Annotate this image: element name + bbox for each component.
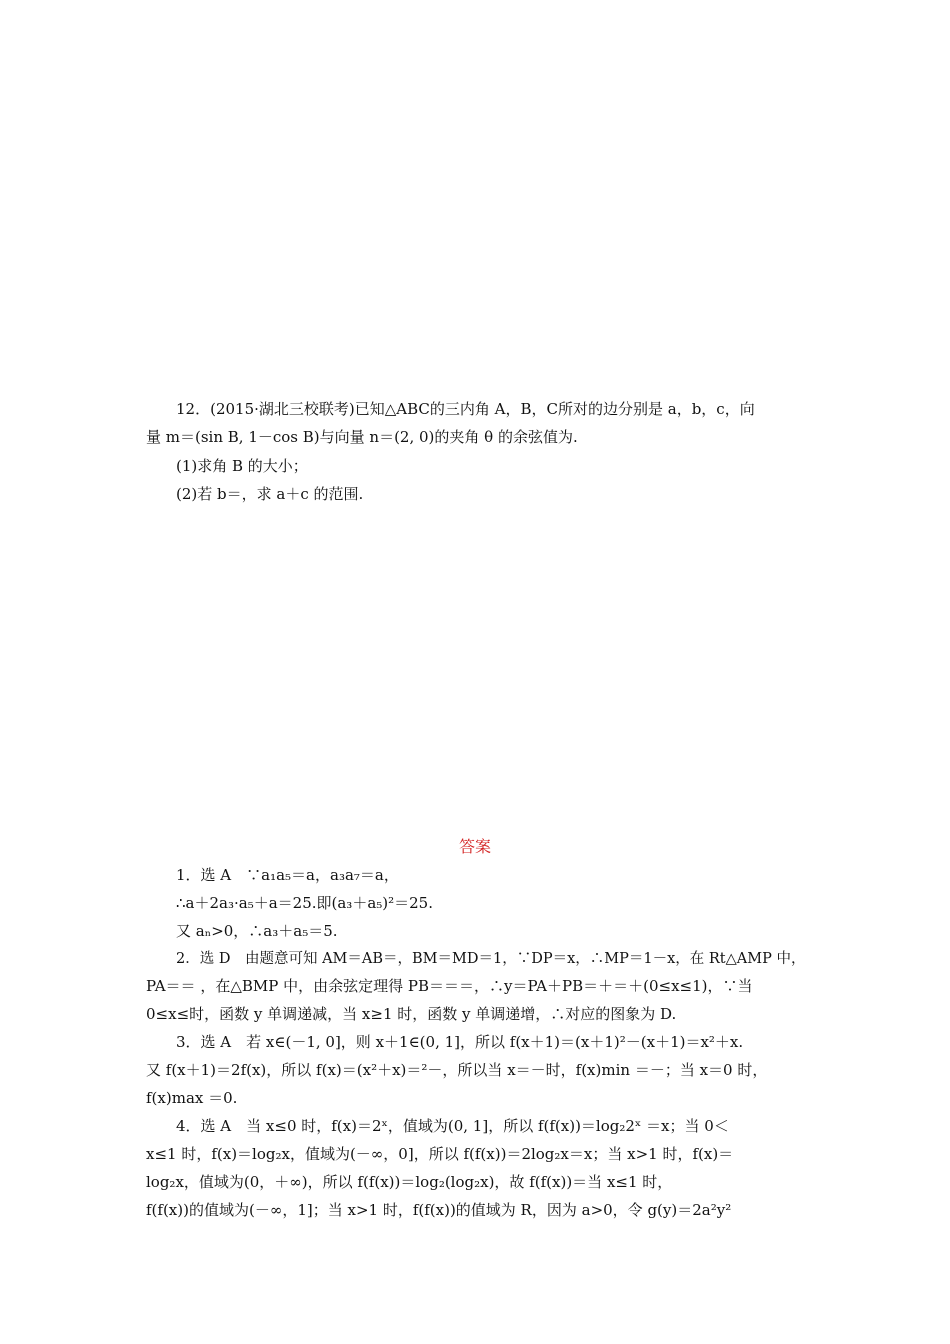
answers-title: 答案 bbox=[458, 837, 491, 856]
answer-line: f(f(x))的值域为(－∞，1]；当 x>1 时，f(f(x))的值域为 R，因为 a>0，令 g(y)＝2a²y² bbox=[146, 1201, 732, 1219]
answer-line: 3．选 A 若 x∈(－1, 0]，则 x＋1∈(0, 1]，所以 f(x＋1)＝(x＋1)²－(x＋1)＝x²＋x. bbox=[176, 1033, 744, 1051]
answer-line: x≤1 时，f(x)＝log₂x，值域为(－∞，0]，所以 f(f(x))＝2log₂x＝x；当 x>1 时，f(x)＝ bbox=[146, 1145, 734, 1163]
problem-12-part-1: (1)求角 B 的大小； bbox=[176, 457, 308, 475]
answer-line: 又 f(x＋1)＝2f(x)，所以 f(x)＝(x²＋x)＝²－，所以当 x＝－时，f(x)min ＝－；当 x＝0 时， bbox=[146, 1061, 768, 1079]
answer-line: 4．选 A 当 x≤0 时，f(x)＝2ˣ，值域为(0, 1]，所以 f(f(x))＝log₂2ˣ ＝x；当 0＜ bbox=[176, 1117, 729, 1135]
answer-line: PA＝＝ ，在△BMP 中，由余弦定理得 PB＝＝＝，∴y＝PA＋PB＝＋＝＋(0≤x≤1)，∵当 bbox=[146, 977, 753, 995]
answer-line: log₂x，值域为(0，＋∞)，所以 f(f(x))＝log₂(log₂x)，故 f(f(x))＝当 x≤1 时， bbox=[146, 1173, 673, 1191]
answer-line: 2．选 D 由题意可知 AM＝AB＝，BM＝MD＝1，∵DP＝x，∴MP＝1－x，在 Rt△AMP 中， bbox=[176, 951, 806, 967]
answer-line: f(x)max ＝0. bbox=[146, 1089, 238, 1107]
problem-12-part-2: (2)若 b＝，求 a＋c 的范围. bbox=[176, 485, 364, 503]
answer-line: ∴a＋2a₃·a₅＋a＝25.即(a₃＋a₅)²＝25. bbox=[176, 894, 433, 912]
problem-12-line-1: 12．(2015·湖北三校联考)已知△ABC的三内角 A，B，C所对的边分别是 a，b，c，向 bbox=[176, 400, 755, 418]
answer-line: 又 aₙ>0，∴a₃＋a₅＝5. bbox=[176, 922, 338, 940]
answer-line: 1．选 A ∵a₁a₅＝a，a₃a₇＝a， bbox=[176, 866, 399, 884]
problem-12-line-2: 量 m＝(sin B, 1－cos B)与向量 n＝(2, 0)的夹角 θ 的余弦值为. bbox=[146, 428, 578, 446]
answer-line: 0≤x≤时，函数 y 单调递减，当 x≥1 时，函数 y 单调递增，∴对应的图象为 D. bbox=[146, 1005, 677, 1023]
